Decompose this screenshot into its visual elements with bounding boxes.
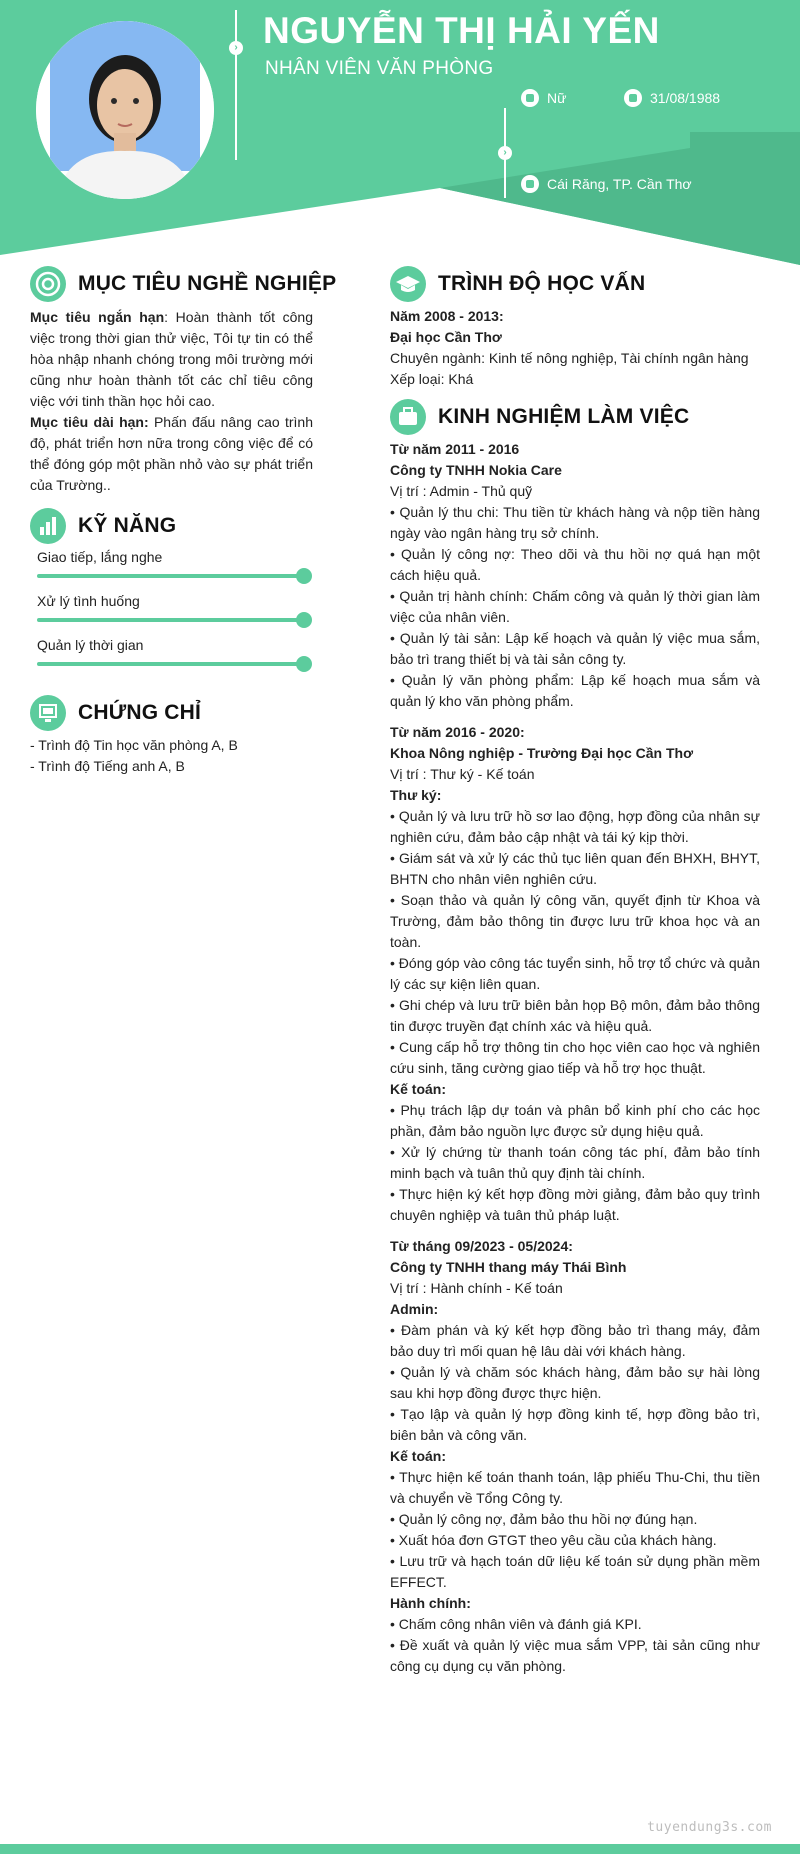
job-company: Khoa Nông nghiệp - Trường Đại học Cần Thơ: [390, 745, 694, 761]
experience-job: [390, 439, 760, 712]
education-major: Chuyên ngành: Kinh tế nông nghiệp, Tài chính ngân hàng: [390, 350, 749, 366]
job-duty-item: • Quản lý và lưu trữ hồ sơ lao động, hợp đồng của nhân sự nghiên cứu, đảm bảo cập nhật và tái ký kịp thời.: [390, 808, 760, 845]
birthday-info: [624, 89, 720, 107]
education-body: [390, 306, 760, 390]
certificates-title: CHỨNG CHỈ: [78, 701, 202, 724]
long-term-text: Phấn đấu nâng cao trình độ, phát triển hơn nữa trong công việc để có thể đóng góp một phần nhỏ vào sự phát triển của Trường..: [30, 414, 313, 493]
objective-heading: [30, 266, 336, 302]
certificates-heading: [30, 695, 201, 731]
info-dot-icon: ›: [498, 146, 512, 160]
job-duty-item: • Đề xuất và quản lý việc mua sắm VPP, tài sản cũng như công cụ dụng cụ văn phòng.: [390, 1637, 760, 1674]
objective-body: [30, 307, 313, 496]
graduation-cap-icon: [390, 266, 426, 302]
job-duty-item: • Chấm công nhân viên và đánh giá KPI.: [390, 1616, 642, 1632]
footer-bar: [0, 1844, 800, 1854]
short-term-text: : Hoàn thành tốt công việc trong thời gian thử việc, Tôi tự tin có thể hòa nhập nhanh chóng trong môi trường mới cũng như hoàn thành tốt các chỉ tiêu công việc với tinh thần học hỏi cao.: [30, 309, 314, 409]
job-duty-item: • Đóng góp vào công tác tuyển sinh, hỗ trợ tổ chức và quản lý các sự kiện liên quan.: [390, 955, 760, 992]
certificate-item: - Trình độ Tin học văn phòng A, B: [30, 737, 238, 753]
gender-icon: [521, 89, 539, 107]
job-duty-item: • Quản lý công nợ: Theo dõi và thu hồi nợ quá hạn một cách hiệu quả.: [390, 546, 760, 583]
job-duty-item: • Quản lý văn phòng phẩm: Lập kế hoạch mua sắm và quản lý kho văn phòng phẩm.: [390, 672, 760, 709]
birthday-value: 31/08/1988: [650, 90, 721, 106]
experience-body: [390, 439, 760, 1677]
address-info: [521, 175, 692, 193]
job-duty-item: • Thực hiện kế toán thanh toán, lập phiếu Thu-Chi, thu tiền và chuyển về Tổng Công ty.: [390, 1469, 760, 1506]
skill-item: [37, 637, 304, 666]
job-duty-item: • Quản trị hành chính: Chấm công và quản lý thời gian làm việc của nhân viên.: [390, 588, 760, 625]
job-duty-item: • Soạn thảo và quản lý công văn, quyết định từ Khoa và Trường, đảm bảo thông tin được lưu trữ khoa học và an toàn.: [390, 892, 760, 950]
job-group-label: Thư ký:: [390, 787, 442, 803]
job-position: Vị trí : Hành chính - Kế toán: [390, 1280, 563, 1296]
skill-label: Xử lý tình huống: [37, 593, 140, 609]
job-group-label: Kế toán:: [390, 1081, 446, 1097]
education-title: TRÌNH ĐỘ HỌC VẤN: [438, 272, 646, 295]
experience-job: [390, 1236, 760, 1677]
skill-level-bar: [37, 574, 304, 578]
objective-title: MỤC TIÊU NGHỀ NGHIỆP: [78, 272, 337, 295]
skill-level-knob: [296, 612, 312, 628]
education-school: Đại học Cần Thơ: [390, 329, 502, 345]
education-period: Năm 2008 - 2013:: [390, 308, 504, 324]
education-heading: [390, 266, 645, 302]
skill-item: [37, 593, 304, 622]
home-icon: [521, 175, 539, 193]
avatar: [36, 21, 214, 199]
job-duty-item: • Ghi chép và lưu trữ biên bản họp Bộ môn, đảm bảo thông tin được truyền đạt chính xác và hiệu quả.: [390, 997, 760, 1034]
job-group-label: Admin:: [390, 1301, 439, 1317]
header-divider-line: [235, 10, 237, 160]
skill-level-bar: [37, 618, 304, 622]
job-duty-item: • Xử lý chứng từ thanh toán công tác phí, đảm bảo tính minh bạch và tuân thủ quy định tài chính.: [390, 1144, 760, 1181]
job-duty-item: • Quản lý công nợ, đảm bảo thu hồi nợ đúng hạn.: [390, 1511, 698, 1527]
job-duty-item: • Thực hiện ký kết hợp đồng mời giảng, đảm bảo quy trình chuyên nghiệp và tuân thủ pháp luật.: [390, 1186, 760, 1223]
job-duty-item: • Cung cấp hỗ trợ thông tin cho học viên cao học và nghiên cứu sinh, tăng cường giao tiếp và hỗ trợ học thuật.: [390, 1039, 760, 1076]
job-period: Từ năm 2016 - 2020:: [390, 724, 525, 740]
certificates-body: [30, 735, 313, 777]
gender-info: [521, 89, 566, 107]
experience-job: [390, 722, 760, 1226]
candidate-name: NGUYỄN THỊ HẢI YẾN: [263, 10, 660, 51]
job-group-label: Kế toán:: [390, 1448, 446, 1464]
job-duty-item: • Quản lý tài sản: Lập kế hoạch và quản lý việc mua sắm, bảo trì trang thiết bị và tài sản công ty.: [390, 630, 760, 667]
job-duty-item: • Giám sát và xử lý các thủ tục liên quan đến BHXH, BHYT, BHTN cho nhân viên nghiên cứu.: [390, 850, 760, 887]
job-company: Công ty TNHH Nokia Care: [390, 462, 562, 478]
experience-heading: [390, 399, 689, 435]
bar-chart-icon: [30, 508, 66, 544]
certificate-icon: [30, 695, 66, 731]
calendar-icon: [624, 89, 642, 107]
job-duty-item: • Quản lý và chăm sóc khách hàng, đảm bảo sự hài lòng sau khi hợp đồng được thực hiện.: [390, 1364, 760, 1401]
job-company: Công ty TNHH thang máy Thái Bình: [390, 1259, 627, 1275]
job-period: Từ tháng 09/2023 - 05/2024:: [390, 1238, 573, 1254]
education-grade: Xếp loại: Khá: [390, 371, 474, 387]
job-duty-item: • Quản lý thu chi: Thu tiền từ khách hàng và nộp tiền hàng ngày vào ngân hàng trụ sở chính.: [390, 504, 760, 541]
job-duty-item: • Xuất hóa đơn GTGT theo yêu cầu của khách hàng.: [390, 1532, 717, 1548]
job-duty-item: • Tạo lập và quản lý hợp đồng kinh tế, hợp đồng bảo trì, biên bản và công văn.: [390, 1406, 760, 1443]
target-icon: [30, 266, 66, 302]
skills-heading: [30, 508, 176, 544]
job-title: NHÂN VIÊN VĂN PHÒNG: [265, 58, 494, 79]
job-period: Từ năm 2011 - 2016: [390, 441, 520, 457]
address-value: Cái Răng, TP. Cần Thơ: [547, 176, 692, 192]
watermark: tuyendung3s.com: [647, 1820, 772, 1835]
job-position: Vị trí : Thư ký - Kế toán: [390, 766, 535, 782]
skill-level-knob: [296, 568, 312, 584]
job-duty-item: • Lưu trữ và hạch toán dữ liệu kế toán sử dụng phần mềm EFFECT.: [390, 1553, 760, 1590]
divider-dot-icon: ›: [229, 41, 243, 55]
gender-value: Nữ: [547, 90, 567, 106]
job-position: Vị trí : Admin - Thủ quỹ: [390, 483, 533, 499]
skills-title: KỸ NĂNG: [78, 514, 177, 537]
job-duty-item: • Đàm phán và ký kết hợp đồng bảo trì thang máy, đảm bảo duy trì mối quan hệ lâu dài với khách hàng.: [390, 1322, 760, 1359]
long-term-label: Mục tiêu dài hạn:: [30, 414, 149, 430]
skill-label: Giao tiếp, lắng nghe: [37, 549, 163, 565]
certificate-item: - Trình độ Tiếng anh A, B: [30, 758, 185, 774]
experience-title: KINH NGHIỆM LÀM VIỆC: [438, 405, 690, 428]
skill-level-bar: [37, 662, 304, 666]
skill-label: Quản lý thời gian: [37, 637, 144, 653]
job-duty-item: • Phụ trách lập dự toán và phân bổ kinh phí cho các học phần, đảm bảo nguồn lực được sử dụng hiệu quả.: [390, 1102, 760, 1139]
skill-level-knob: [296, 656, 312, 672]
short-term-label: Mục tiêu ngắn hạn: [30, 309, 165, 325]
skill-item: [37, 549, 304, 578]
briefcase-icon: [390, 399, 426, 435]
job-group-label: Hành chính:: [390, 1595, 471, 1611]
